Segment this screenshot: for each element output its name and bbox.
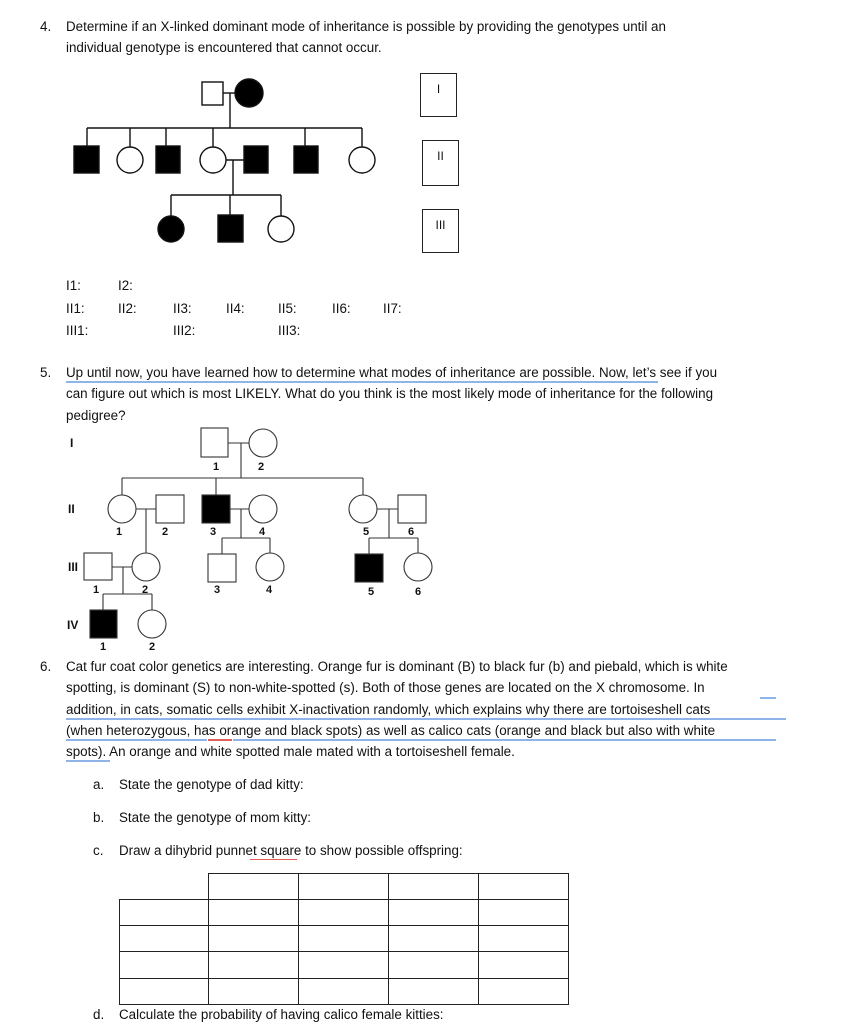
- num-II4: 4: [259, 526, 266, 538]
- q4-number: 4.: [40, 19, 52, 34]
- pedigree2-III3-male: [208, 554, 236, 582]
- num-III3: 3: [214, 584, 221, 596]
- pedigree1-II5-affected-male: [244, 146, 268, 173]
- num-II2: 2: [162, 526, 169, 538]
- grammar-underline: [233, 739, 776, 741]
- q5-number: 5.: [40, 365, 52, 380]
- punnett-cell[interactable]: [478, 925, 569, 952]
- pedigree2-II5-female: [349, 495, 377, 523]
- punnett-cell[interactable]: [298, 951, 389, 979]
- grammar-underline: [66, 718, 786, 720]
- num-IV2: 2: [149, 641, 156, 653]
- pedigree1-III2-affected-male: [218, 215, 243, 242]
- num-I1: 1: [213, 461, 220, 473]
- punnett-header-cell[interactable]: [208, 873, 299, 900]
- gen-label-IV: IV: [67, 618, 79, 632]
- num-III1: 1: [93, 584, 100, 596]
- pedigree2-III2-female: [132, 553, 160, 581]
- q6-line-3: addition, in cats, somatic cells exhibit X-inactivation randomly, which explains why there are tortoiseshell cats: [66, 702, 711, 717]
- num-II3: 3: [210, 526, 217, 538]
- q4-line-2: individual genotype is encountered that cannot occur.: [66, 40, 382, 55]
- punnett-cell[interactable]: [388, 951, 479, 979]
- pedigree1-II2-unaffected-female: [117, 147, 143, 173]
- label-III2: III2:: [173, 323, 196, 338]
- punnett-header-cell[interactable]: [388, 873, 479, 900]
- part-b-text: State the genotype of mom kitty:: [119, 810, 312, 825]
- label-II6: II6:: [332, 301, 351, 316]
- pedigree2-II6-male: [398, 495, 426, 523]
- punnett-cell[interactable]: [478, 978, 569, 1005]
- generation-box-II: II: [422, 140, 459, 186]
- label-II4: II4:: [226, 301, 245, 316]
- q5-line-3: pedigree?: [66, 408, 126, 423]
- pedigree1-II1-affected-male: [74, 146, 99, 173]
- punnett-row-header-cell[interactable]: [119, 925, 209, 952]
- punnett-row-header-cell[interactable]: [119, 899, 209, 926]
- gen-label-III: III: [68, 560, 79, 574]
- punnett-cell[interactable]: [388, 899, 479, 926]
- label-I1: I1:: [66, 278, 81, 293]
- pedigree2-II4-female: [249, 495, 277, 523]
- pedigree2-IV2-female: [138, 610, 166, 638]
- gen-label-I: I: [70, 436, 74, 450]
- pedigree2-III5-affected-male: [355, 554, 383, 582]
- punnett-cell[interactable]: [298, 899, 389, 926]
- generation-box-I: I: [420, 73, 457, 117]
- pedigree1-II3-affected-male: [156, 146, 180, 173]
- pedigree2-III4-female: [256, 553, 284, 581]
- q6-line-1: Cat fur coat color genetics are interesting. Orange fur is dominant (B) to black fur (b) and piebald, which is white: [66, 659, 728, 674]
- pedigree2-II3-affected-male: [202, 495, 230, 523]
- pedigree2-II1-female: [108, 495, 136, 523]
- q6-number: 6.: [40, 659, 52, 674]
- punnett-cell[interactable]: [388, 925, 479, 952]
- q6-line-2: spotting, is dominant (S) to non-white-spotted (s). Both of those genes are located on the X chromosome. In: [66, 680, 705, 695]
- punnett-cell[interactable]: [298, 925, 389, 952]
- q5-line-1: Up until now, you have learned how to determine what modes of inheritance are possible. Now, let’s see if you: [66, 365, 718, 380]
- punnett-row-header-cell[interactable]: [119, 978, 209, 1005]
- label-I2: I2:: [118, 278, 133, 293]
- punnett-cell[interactable]: [478, 951, 569, 979]
- pedigree2-IV1-affected-male: [90, 610, 117, 638]
- punnett-cell[interactable]: [208, 925, 299, 952]
- pedigree1-I2-affected-female: [235, 79, 263, 107]
- pedigree1-II7-unaffected-female: [349, 147, 375, 173]
- part-c-letter: c.: [93, 843, 104, 858]
- num-III2: 2: [142, 584, 149, 596]
- pedigree1-III1-affected-female: [158, 216, 184, 242]
- generation-box-III: III: [422, 209, 459, 253]
- punnett-header-cell[interactable]: [478, 873, 569, 900]
- gen-label-II: II: [68, 502, 75, 516]
- punnett-cell[interactable]: [208, 978, 299, 1005]
- num-II1: 1: [116, 526, 123, 538]
- punnett-row-header-cell[interactable]: [119, 951, 209, 979]
- label-II2: II2:: [118, 301, 137, 316]
- q6-line-5: spots). An orange and white spotted male mated with a tortoiseshell female.: [66, 744, 515, 759]
- grammar-underline: [760, 697, 776, 699]
- pedigree2-II2-male: [156, 495, 184, 523]
- pedigree1-II6-affected-male: [294, 146, 318, 173]
- pedigree1-II4-unaffected-female: [200, 147, 226, 173]
- label-III1: III1:: [66, 323, 89, 338]
- num-III6: 6: [415, 586, 422, 598]
- punnett-cell[interactable]: [298, 978, 389, 1005]
- num-III4: 4: [266, 584, 273, 596]
- pedigree2-III6-female: [404, 553, 432, 581]
- punnett-cell[interactable]: [388, 978, 479, 1005]
- num-I2: 2: [258, 461, 265, 473]
- part-d-text: Calculate the probability of having calico female kitties:: [119, 1007, 444, 1022]
- punnett-header-cell[interactable]: [298, 873, 389, 900]
- num-II6: 6: [408, 526, 415, 538]
- label-III3: III3:: [278, 323, 301, 338]
- spelling-underline: [250, 859, 297, 860]
- q6-line-4: (when heterozygous, has orange and black spots) as well as calico cats (orange and black but also with white: [66, 723, 716, 738]
- num-II5: 5: [363, 526, 370, 538]
- label-II5: II5:: [278, 301, 297, 316]
- pedigree2-I1-male: [201, 428, 228, 457]
- pedigree2-I2-female: [249, 429, 277, 457]
- part-d-letter: d.: [93, 1007, 105, 1022]
- grammar-underline: [66, 381, 658, 383]
- part-a-letter: a.: [93, 777, 105, 792]
- pedigree2-III1-male: [84, 553, 112, 580]
- punnett-cell[interactable]: [208, 951, 299, 979]
- punnett-cell[interactable]: [478, 899, 569, 926]
- pedigree-1: [74, 79, 375, 242]
- spelling-underline: [208, 739, 232, 741]
- pedigree1-III3-unaffected-female: [268, 216, 294, 242]
- label-II7: II7:: [383, 301, 402, 316]
- pedigree1-I1-unaffected-male: [202, 82, 223, 105]
- num-III5: 5: [368, 586, 375, 598]
- part-a-text: State the genotype of dad kitty:: [119, 777, 304, 792]
- part-b-letter: b.: [93, 810, 105, 825]
- punnett-cell[interactable]: [208, 899, 299, 926]
- q4-line-1: Determine if an X-linked dominant mode of inheritance is possible by providing the genotypes until an: [66, 19, 666, 34]
- part-c-text: Draw a dihybrid punnet square to show possible offspring:: [119, 843, 463, 858]
- grammar-underline: [66, 739, 207, 741]
- num-IV1: 1: [100, 641, 107, 653]
- pedigree-2: [84, 428, 432, 638]
- label-II3: II3:: [173, 301, 192, 316]
- grammar-underline: [66, 760, 110, 762]
- label-II1: II1:: [66, 301, 85, 316]
- q5-line-2: can figure out which is most LIKELY. What do you think is the most likely mode of inheritance for the following: [66, 386, 714, 401]
